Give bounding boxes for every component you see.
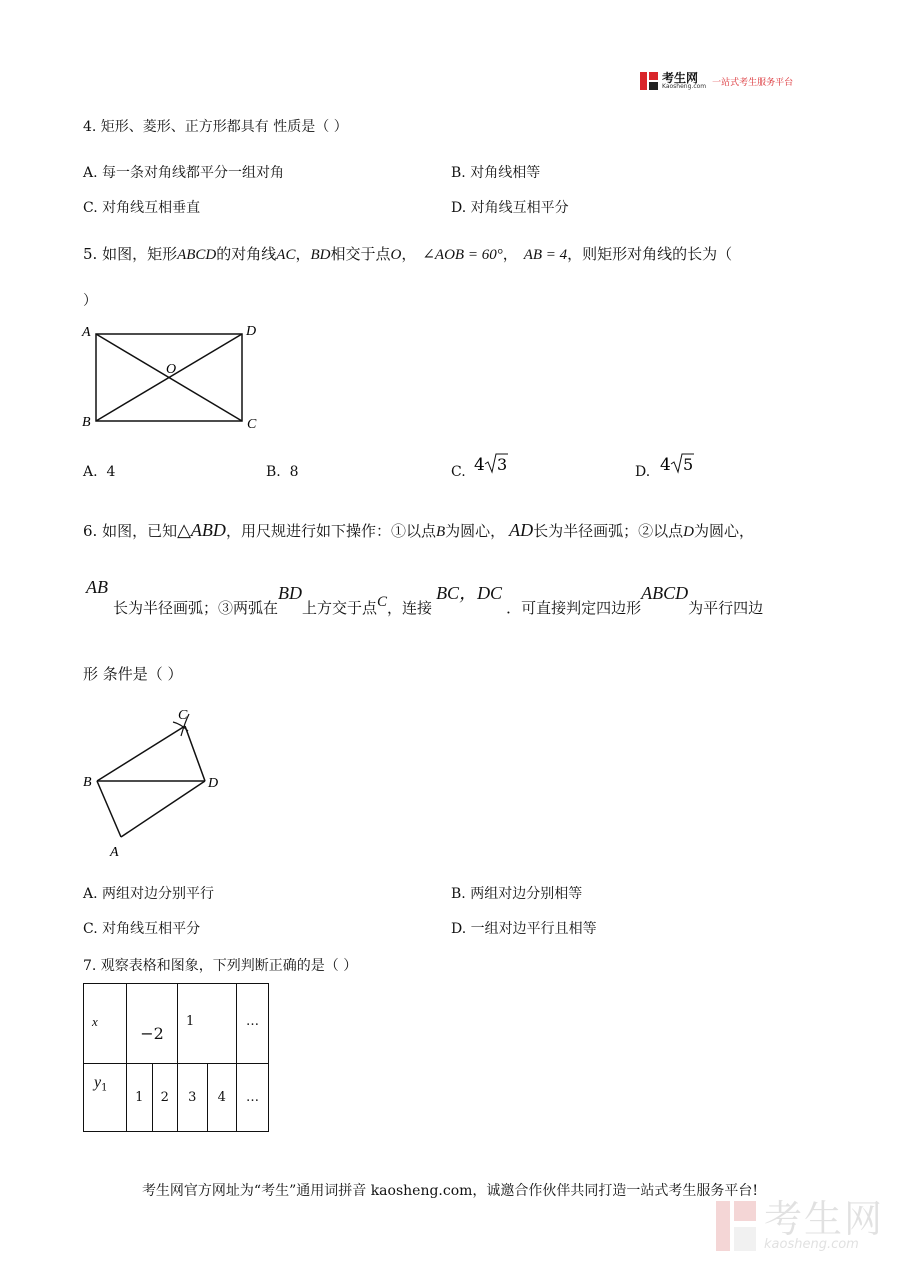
watermark-logo-icon: [716, 1201, 758, 1251]
table-cell-y1-label: $y_1$: [84, 1064, 127, 1132]
q6-stem-line2: 长为半径画弧；③两弧在BD上方交于点C，连接BC，DC．可直接判定四边形ABCD为平行四边: [113, 583, 764, 617]
q5-stem-line2: ）: [83, 293, 97, 309]
q5-option-b: B. 8: [266, 464, 299, 480]
q5-option-c-value: [472, 450, 512, 476]
table-cell-x-label: x: [84, 984, 127, 1064]
q6-option-b: B. 两组对边分别相等: [451, 886, 583, 902]
label-b: B: [82, 415, 91, 430]
label-c: C: [247, 417, 257, 432]
logo-brand-cn: 考生网: [662, 71, 699, 85]
q7-table: [83, 983, 269, 1132]
q4-option-a: A. 每一条对角线都平分一组对角: [83, 165, 285, 181]
segment-ba: [97, 781, 121, 837]
q4-stem: 4. 矩形、菱形、正方形都具有 性质是（ ）: [83, 119, 348, 135]
q6-stem-line1: 6. 如图，已知△ABD，用尺规进行如下操作：①以点B为圆心， AD长为半径画弧；②以点D为圆心，: [83, 520, 755, 540]
segment-dc: [185, 726, 205, 781]
watermark-logo: [716, 1197, 885, 1252]
footer-text: 考生网官方网址为“考生”通用词拼音 kaosheng.com，诚邀合作伙伴共同打造一站式考生服务平台!: [141, 1183, 759, 1199]
table-cell-y1-3: 3: [178, 1064, 208, 1132]
q5-stem: 5. 如图，矩形ABCD的对角线AC，BD相交于点O， ∠AOB = 60°， AB = 4，则矩形对角线的长为（: [83, 245, 733, 263]
q6-ab: AB: [86, 577, 108, 597]
header-logo: [640, 72, 793, 90]
label-d: D: [208, 776, 219, 791]
table-cell-x-ellipsis: …: [237, 984, 269, 1064]
label-o: O: [166, 362, 177, 377]
label-d: D: [246, 324, 257, 339]
q7-stem: 7. 观察表格和图象，下列判断正确的是（ ）: [83, 958, 358, 974]
table-row-y1: [84, 1064, 269, 1132]
q5-option-c-label: C.: [451, 464, 466, 480]
table-row-x: [84, 984, 269, 1064]
q6-stem-line3: 形 条件是（ ）: [83, 665, 183, 683]
watermark-en: kaosheng.com: [764, 1237, 859, 1252]
label-b: B: [83, 775, 92, 790]
table-cell-y1-1: 1: [127, 1064, 153, 1132]
q5-option-d-label: D.: [635, 464, 651, 480]
svg-text:3: 3: [497, 455, 508, 474]
segment-ad: [121, 781, 205, 837]
svg-text:4: 4: [474, 455, 485, 475]
q6-option-a: A. 两组对边分别平行: [83, 886, 215, 902]
svg-text:4: 4: [660, 455, 671, 475]
table-cell-y1-ellipsis: …: [237, 1064, 269, 1132]
q5-rectangle-figure: [75, 318, 275, 438]
q6-option-d: D. 一组对边平行且相等: [451, 921, 597, 937]
segment-bc: [97, 726, 185, 781]
svg-text:5: 5: [683, 455, 694, 474]
watermark-cn: 考生网: [764, 1197, 885, 1241]
table-cell-y1-4: 4: [207, 1064, 237, 1132]
q6-option-c: C. 对角线互相平分: [83, 921, 201, 937]
q4-option-c: C. 对角线互相垂直: [83, 200, 201, 216]
table-cell-y1-2: 2: [152, 1064, 178, 1132]
q5-option-a: A. 4: [83, 464, 116, 480]
q6-parallelogram-figure: [75, 700, 235, 865]
label-a: A: [110, 845, 119, 860]
table-cell-x2: 1: [178, 984, 237, 1064]
logo-slogan: 一站式考生服务平台: [712, 77, 794, 88]
logo-brand-en: Kaosheng.com: [662, 83, 707, 90]
label-a: A: [82, 325, 91, 340]
kaosheng-logo-icon: [640, 72, 658, 90]
q4-option-b: B. 对角线相等: [451, 165, 541, 181]
table-cell-x1: −2: [127, 984, 178, 1064]
q4-option-d: D. 对角线互相平分: [451, 200, 569, 216]
label-c: C: [178, 708, 188, 723]
q5-option-d-value: [658, 450, 698, 476]
